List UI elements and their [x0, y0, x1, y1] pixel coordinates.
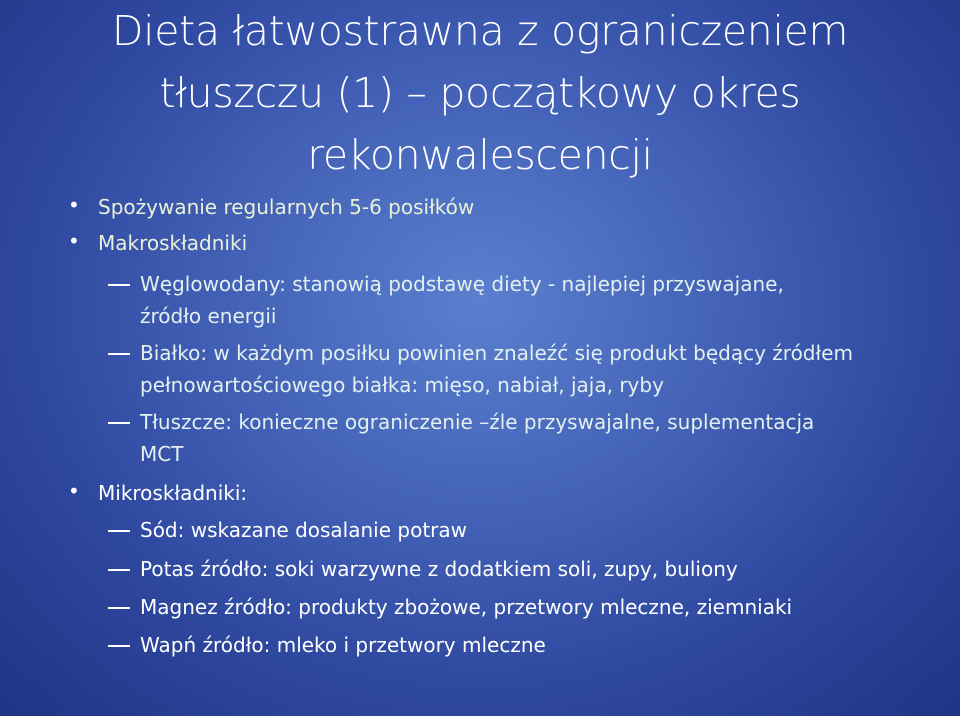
sub-item-text: Magnez źródło: produkty zbożowe, przetwory mleczne, ziemniaki — [140, 595, 793, 619]
sub-item-text-continued: MCT — [140, 442, 184, 466]
dash-marker — [108, 530, 130, 532]
sub-item-text: Tłuszcze: konieczne ograniczenie –źle przyswajalne, suplementacja — [140, 410, 815, 434]
sub-item-text: Wapń źródło: mleko i przetwory mleczne — [140, 633, 546, 657]
list-item-text: Spożywanie regularnych 5-6 posiłków — [98, 195, 475, 219]
list-item-text: Makroskładniki — [98, 231, 248, 255]
sub-item-text-continued: pełnowartościowego białka: mięso, nabiał, jaja, ryby — [140, 373, 664, 397]
bullet-marker: • — [68, 479, 80, 503]
sub-item-text-continued: źródło energii — [140, 304, 277, 328]
dash-marker — [108, 569, 130, 571]
bullet-marker: • — [68, 193, 80, 217]
list-item-text: Mikroskładniki: — [98, 481, 248, 505]
dash-marker — [108, 422, 130, 424]
sub-item-text: Białko: w każdym posiłku powinien znaleźć się produkt będący źródłem — [140, 341, 853, 365]
title-line-1: Dieta łatwostrawna z ograniczeniem — [111, 7, 849, 55]
sub-item-text: Sód: wskazane dosalanie potraw — [140, 518, 468, 542]
dash-marker — [108, 284, 130, 286]
title-line-3: rekonwalescencji — [307, 131, 653, 179]
dash-marker — [108, 645, 130, 647]
bullet-marker: • — [68, 229, 80, 253]
sub-item-text: Potas źródło: soki warzywne z dodatkiem soli, zupy, buliony — [140, 557, 738, 581]
dash-marker — [108, 607, 130, 609]
dash-marker — [108, 353, 130, 355]
title-line-2: tłuszczu (1) – początkowy okres — [159, 69, 801, 117]
sub-item-text: Węglowodany: stanowią podstawę diety - najlepiej przyswajane, — [140, 272, 784, 296]
